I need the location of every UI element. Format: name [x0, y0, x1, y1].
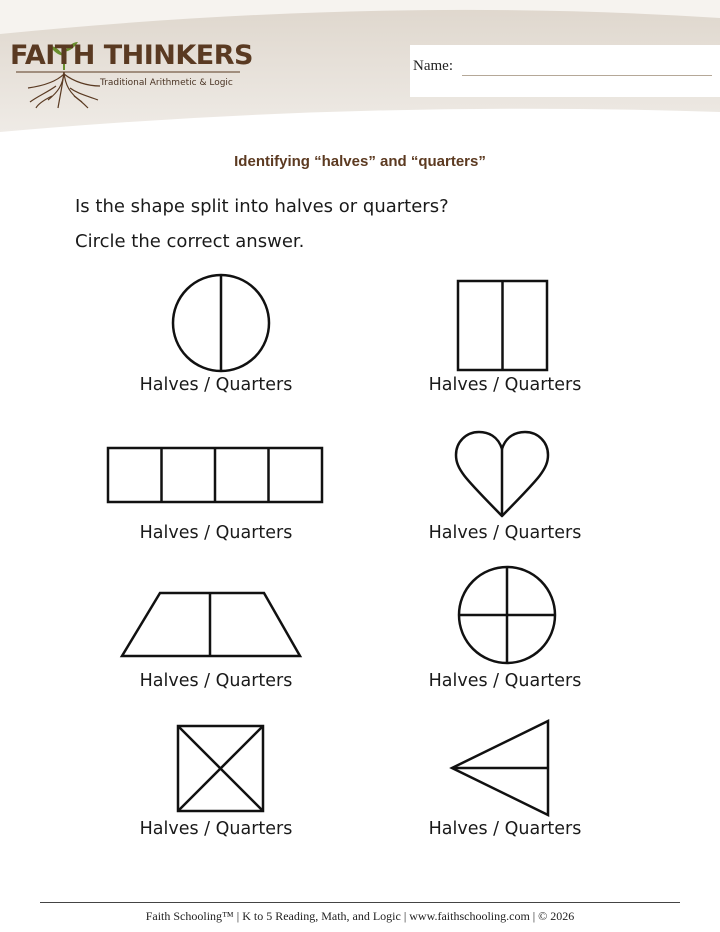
- rectangle-halves-shape: [456, 279, 550, 373]
- circle-halves-shape: [170, 272, 272, 374]
- circle-quarters-shape: [456, 564, 558, 666]
- instruction-question: Is the shape split into halves or quarters?: [75, 196, 449, 217]
- heart-halves-shape: [452, 430, 554, 520]
- worksheet-title: Identifying “halves” and “quarters”: [234, 153, 486, 170]
- answer-option[interactable]: Halves / Quarters: [428, 671, 582, 691]
- four-squares-shape: [106, 446, 324, 504]
- brand-name: FAITH THINKERS: [10, 40, 253, 71]
- answer-option[interactable]: Halves / Quarters: [139, 523, 293, 543]
- instruction-circle: Circle the correct answer.: [75, 231, 305, 252]
- square-diagonals-shape: [176, 724, 266, 814]
- answer-option[interactable]: Halves / Quarters: [428, 375, 582, 395]
- answer-option[interactable]: Halves / Quarters: [139, 819, 293, 839]
- name-field[interactable]: [462, 75, 712, 76]
- triangle-halves-shape: [448, 718, 552, 818]
- answer-option[interactable]: Halves / Quarters: [428, 819, 582, 839]
- answer-option[interactable]: Halves / Quarters: [139, 671, 293, 691]
- brand-tagline: Traditional Arithmetic & Logic: [100, 78, 233, 88]
- footer-divider: [40, 902, 680, 903]
- trapezoid-halves-shape: [118, 590, 304, 660]
- answer-option[interactable]: Halves / Quarters: [428, 523, 582, 543]
- name-label: Name:: [413, 58, 453, 74]
- footer-text: Faith Schooling™ | K to 5 Reading, Math, and Logic | www.faithschooling.com | © 2026: [145, 909, 575, 923]
- answer-option[interactable]: Halves / Quarters: [139, 375, 293, 395]
